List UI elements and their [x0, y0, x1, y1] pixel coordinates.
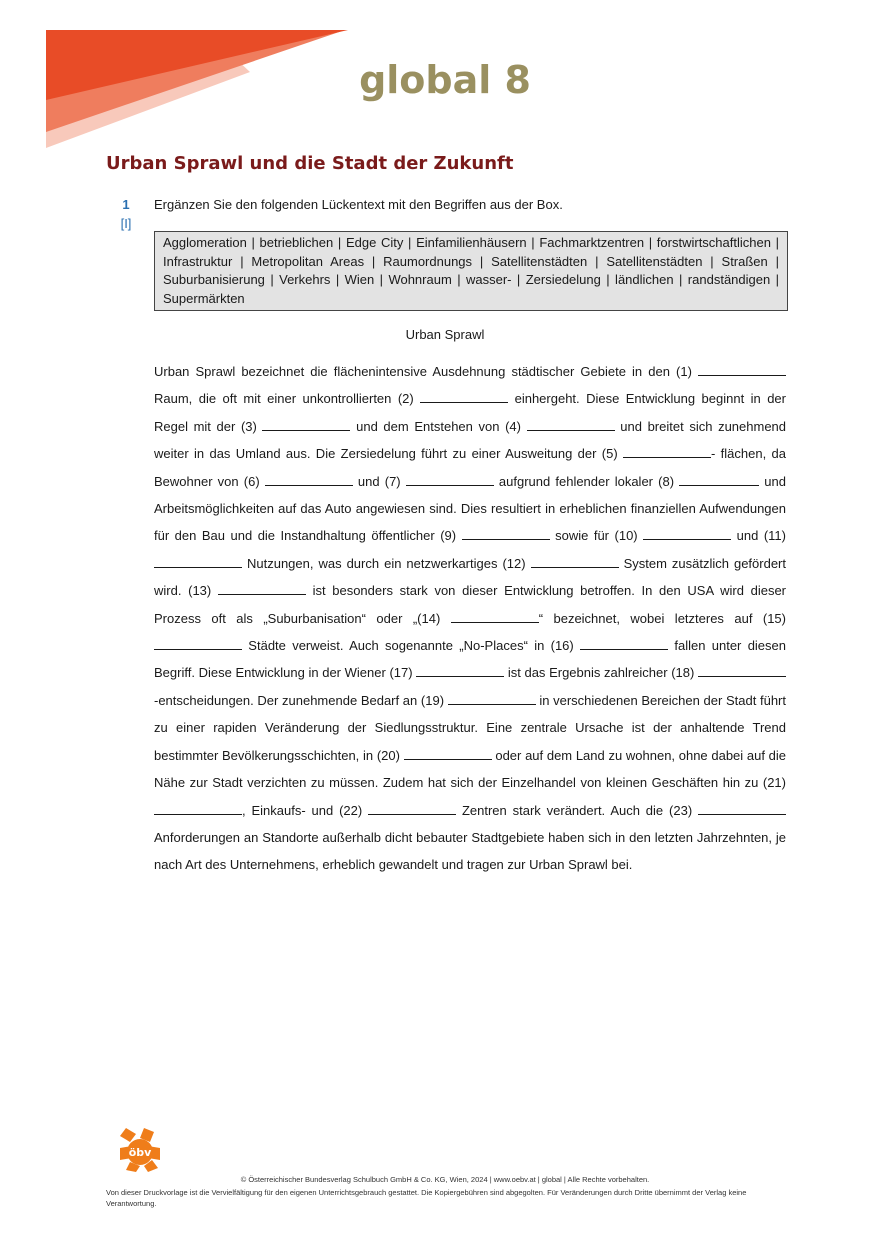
- gap-blank-4[interactable]: [527, 418, 615, 431]
- gap-blank-10[interactable]: [643, 527, 731, 540]
- gap-blank-3[interactable]: [262, 418, 350, 431]
- gap-blank-7[interactable]: [406, 473, 494, 486]
- text-segment: und (7): [352, 473, 406, 489]
- gap-blank-23[interactable]: [698, 802, 786, 815]
- text-segment: aufgrund fehlender lokaler (8): [493, 473, 680, 489]
- gap-blank-8[interactable]: [679, 473, 759, 486]
- brand-title: global 8: [359, 58, 531, 102]
- gap-blank-20[interactable]: [404, 747, 492, 760]
- gap-blank-15[interactable]: [154, 637, 242, 650]
- text-segment: Städte verweist. Auch sogenannte „No-Places“ in (16): [242, 638, 581, 654]
- gap-blank-16[interactable]: [580, 637, 668, 650]
- text-segment: , Einkaufs- und (22): [242, 802, 369, 818]
- text-segment: in verschiedenen Bereichen der Stadt führt zu einer rapiden Veränderung der Siedlungsstruktur. Eine zentrale Ursache ist der anhaltende Trend bestimmter Bevölkerungsschichten, in (20): [154, 692, 786, 763]
- gap-blank-19[interactable]: [448, 692, 536, 705]
- task-number: 1: [122, 197, 130, 212]
- gap-blank-2[interactable]: [420, 390, 508, 403]
- gap-blank-6[interactable]: [265, 473, 353, 486]
- text-segment: ist besonders stark von dieser Entwicklung betroffen. In den USA wird dieser Prozess oft als „Suburbanisation“ oder „(14): [154, 583, 786, 626]
- text-segment: einhergeht. Diese Entwicklung beginnt in der Regel mit der (3): [154, 391, 786, 434]
- word-box: Agglomeration | betrieblichen | Edge City | Einfamilienhäusern | Fachmarktzentren | forstwirtschaftlichen | Infrastruktur | Metropolitan Areas | Raumordnungs | Satellitenstädten | Satellitenstädten | Straßen | Suburbanisierung | Verkehrs | Wien | Wohnraum | wasser- | Zersiedelung | ländlichen | randständigen | Supermärkten: [154, 231, 788, 311]
- gap-blank-17[interactable]: [416, 664, 504, 677]
- text-title: Urban Sprawl: [405, 327, 485, 342]
- text-segment: Anforderungen an Standorte außerhalb dicht bebauter Stadtgebiete haben sich in den letzten Jahrzehnten, je nach Art des Unternehmens, erheblich gewandelt und tragen zur Urban Sprawl bei.: [154, 829, 786, 873]
- gap-blank-13[interactable]: [218, 582, 306, 595]
- text-segment: Zentren stark verändert. Auch die (23): [456, 802, 699, 818]
- text-segment: “ bezeichnet, wobei letzteres auf (15): [538, 610, 786, 626]
- text-segment: - flächen, da Bewohner von (6): [154, 446, 786, 489]
- text-segment: ist das Ergebnis zahlreicher (18): [504, 665, 698, 681]
- gap-blank-11[interactable]: [154, 555, 242, 568]
- publisher-logo-text: öbv: [128, 1146, 152, 1159]
- gap-blank-14[interactable]: [451, 610, 539, 623]
- copyright-line: © Österreichischer Bundesverlag Schulbuch GmbH & Co. KG, Wien, 2024 | www.oebv.at | global | Alle Rechte vorbehalten.: [240, 1175, 650, 1184]
- text-segment: Nutzungen, was durch ein netzwerkartiges (12): [242, 555, 531, 571]
- text-segment: fallen unter diesen Begriff. Diese Entwicklung in der Wiener (17): [154, 638, 786, 681]
- worksheet-heading: Urban Sprawl und die Stadt der Zukunft: [106, 153, 514, 174]
- gap-blank-5[interactable]: [623, 445, 711, 458]
- text-segment: oder auf dem Land zu wohnen, ohne dabei auf die Nähe zur Stadt verzichten zu müssen. Zudem hat sich der Einzelhandel von kleinen Geschäften hin zu (21): [154, 747, 786, 791]
- gap-blank-22[interactable]: [368, 802, 456, 815]
- gap-blank-1[interactable]: [698, 363, 786, 376]
- cloze-text: [154, 358, 786, 879]
- text-segment: sowie für (10): [549, 528, 644, 544]
- text-segment: und (11): [731, 528, 786, 544]
- gap-blank-18[interactable]: [698, 664, 786, 677]
- gap-blank-9[interactable]: [462, 527, 550, 540]
- gap-blank-21[interactable]: [154, 802, 242, 815]
- gap-blank-12[interactable]: [531, 555, 619, 568]
- usage-note: Von dieser Druckvorlage ist die Vervielfältigung für den eigenen Unterrichtsgebrauch gestattet. Die Kopiergebühren sind abgegolten. Für Veränderungen durch Dritte übernimmt der Verlag keine Verantwortung.: [106, 1188, 747, 1208]
- text-segment: und breitet sich zunehmend weiter in das Umland aus. Die Zersiedelung führt zu einer Ausweitung der (5): [154, 418, 787, 462]
- text-segment: Raum, die oft mit einer unkontrollierten (2): [154, 391, 421, 407]
- publisher-logo: [118, 1126, 162, 1172]
- task-instruction: Ergänzen Sie den folgenden Lückentext mit den Begriffen aus der Box.: [154, 197, 563, 212]
- text-segment: und dem Entstehen von (4): [350, 418, 527, 434]
- text-segment: und Arbeitsmöglichkeiten auf das Auto angewiesen sind. Dies resultiert in erheblichen finanziellen Aufwendungen für den Bau und die Instandhaltung öffentlicher (9): [154, 473, 786, 544]
- task-level: [I]: [120, 216, 132, 231]
- text-segment: -entscheidungen. Der zunehmende Bedarf an (19): [154, 692, 448, 708]
- text-segment: System zusätzlich gefördert wird. (13): [154, 555, 786, 599]
- text-segment: Urban Sprawl bezeichnet die flächenintensive Ausdehnung städtischer Gebiete in den (1): [154, 364, 698, 379]
